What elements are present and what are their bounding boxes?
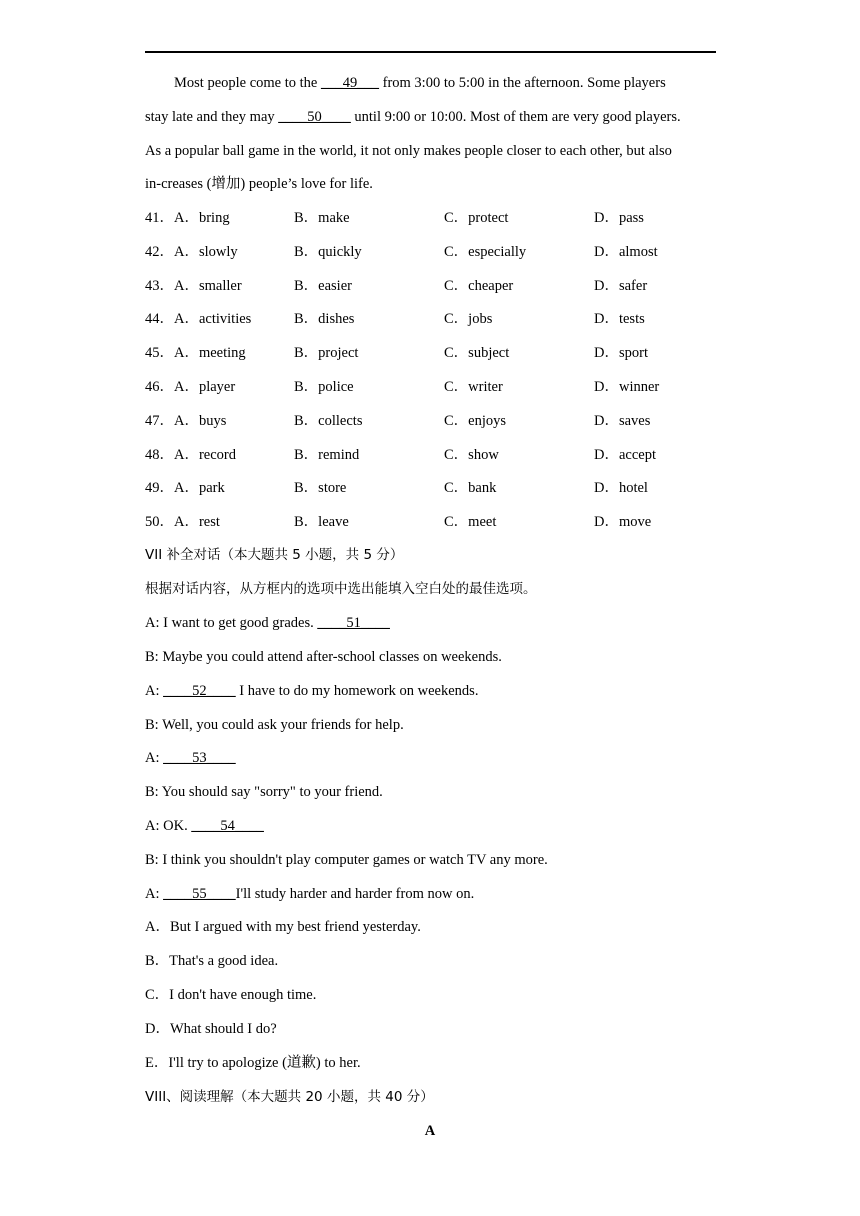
question-number: 49． xyxy=(145,480,174,497)
option-d: D．accept xyxy=(594,446,656,463)
choice-a: A．But I argued with my best friend yesterday. xyxy=(145,919,421,935)
question-number: 47． xyxy=(145,412,174,429)
dialogue-line-4: B: Well, you could ask your friends for help. xyxy=(145,717,404,733)
option-c: C．show xyxy=(444,446,499,463)
text: from 3:00 to 5:00 in the afternoon. Some players xyxy=(378,75,666,91)
dialogue-line-9 xyxy=(145,884,474,904)
blank-51: ____51____ xyxy=(317,615,390,631)
passage-line-3: As a popular ball game in the world, it not only makes people closer to each other, but also xyxy=(145,143,672,159)
blank-50: ____50____ xyxy=(278,109,351,125)
section-7-instruction: 根据对话内容，从方框内的选项中选出能填入空白处的最佳选项。 xyxy=(145,581,537,597)
option-c: C．subject xyxy=(444,345,510,362)
option-c: C．writer xyxy=(444,379,503,395)
question-number: 46． xyxy=(145,379,174,395)
option-b: B．easier xyxy=(294,277,352,294)
text: A: xyxy=(145,683,164,699)
passage-line-2 xyxy=(145,107,681,127)
text: I have to do my homework on weekends. xyxy=(235,683,479,699)
option-a: A．record xyxy=(174,446,237,463)
option-c: C．protect xyxy=(444,210,509,226)
option-b: B．make xyxy=(294,210,350,226)
text: A: OK. xyxy=(145,818,192,834)
dialogue-line-8: B: I think you shouldn't play computer games or watch TV any more. xyxy=(145,852,548,868)
passage-line-1 xyxy=(174,73,666,93)
option-a: A．smaller xyxy=(174,277,242,294)
text: stay late and they may xyxy=(145,109,279,125)
text: A: xyxy=(145,750,164,766)
option-a: A．park xyxy=(174,480,225,497)
option-b: B．dishes xyxy=(294,311,355,328)
choice-b: B．That's a good idea. xyxy=(145,953,279,969)
option-a: A．meeting xyxy=(174,345,246,362)
dialogue-line-2: B: Maybe you could attend after-school classes on weekends. xyxy=(145,649,502,665)
option-c: C．bank xyxy=(444,480,497,497)
option-a: A．slowly xyxy=(174,243,238,260)
option-d: D．winner xyxy=(594,379,660,395)
question-number: 50． xyxy=(145,514,174,531)
option-c: C．jobs xyxy=(444,311,493,328)
question-number: 42． xyxy=(145,243,174,260)
option-b: B．quickly xyxy=(294,243,362,260)
passage-line-4: in-creases (增加) people’s love for life. xyxy=(145,176,373,192)
choice-c: C．I don't have enough time. xyxy=(145,987,317,1003)
option-a: A．activities xyxy=(174,311,252,328)
dialogue-line-6: B: You should say "sorry" to your friend. xyxy=(145,784,383,800)
choice-d: D．What should I do? xyxy=(145,1021,277,1037)
text: I'll study harder and harder from now on. xyxy=(235,886,475,902)
section-8-title: VIII、阅读理解（本大题共 20 小题，共 40 分） xyxy=(145,1089,434,1105)
option-d: D．saves xyxy=(594,412,651,429)
option-b: B．leave xyxy=(294,514,349,531)
header-rule xyxy=(145,51,716,53)
question-number: 48． xyxy=(145,446,174,463)
dialogue-line-3 xyxy=(145,681,478,701)
dialogue-line-5 xyxy=(145,748,236,768)
text: until 9:00 or 10:00. Most of them are very good players. xyxy=(350,109,681,125)
option-b: B．remind xyxy=(294,446,360,463)
option-a: A．player xyxy=(174,379,236,395)
blank-54: ____54____ xyxy=(191,818,264,834)
option-d: D．almost xyxy=(594,243,658,260)
option-a: A．bring xyxy=(174,210,230,226)
option-b: B．collects xyxy=(294,412,363,429)
choice-e: E．I'll try to apologize (道歉) to her. xyxy=(145,1055,361,1071)
question-number: 44． xyxy=(145,311,174,328)
option-b: B．project xyxy=(294,345,359,362)
text: A: I want to get good grades. xyxy=(145,615,318,631)
blank-49: ___49___ xyxy=(320,75,379,91)
option-c: C．especially xyxy=(444,243,527,260)
option-d: D．move xyxy=(594,514,652,531)
question-number: 43． xyxy=(145,277,174,294)
dialogue-line-1 xyxy=(145,613,390,633)
option-c: C．cheaper xyxy=(444,277,514,294)
option-d: D．sport xyxy=(594,345,648,362)
option-d: D．pass xyxy=(594,210,644,226)
dialogue-line-7 xyxy=(145,816,264,836)
option-a: A．buys xyxy=(174,412,227,429)
text: A: xyxy=(145,886,164,902)
question-number: 41． xyxy=(145,210,174,226)
section-7-title: VII 补全对话（本大题共 5 小题，共 5 分） xyxy=(145,547,404,563)
blank-53: ____53____ xyxy=(163,750,236,766)
blank-55: ____55____ xyxy=(163,886,236,902)
option-a: A．rest xyxy=(174,514,220,531)
option-d: D．hotel xyxy=(594,480,648,497)
option-b: B．store xyxy=(294,480,347,497)
option-b: B．police xyxy=(294,379,354,395)
option-c: C．enjoys xyxy=(444,412,507,429)
section-8-subheading: A xyxy=(424,1123,436,1139)
option-c: C．meet xyxy=(444,514,497,531)
option-d: D．tests xyxy=(594,311,645,328)
text: Most people come to the xyxy=(174,75,321,91)
blank-52: ____52____ xyxy=(163,683,236,699)
question-number: 45． xyxy=(145,345,174,362)
option-d: D．safer xyxy=(594,277,648,294)
